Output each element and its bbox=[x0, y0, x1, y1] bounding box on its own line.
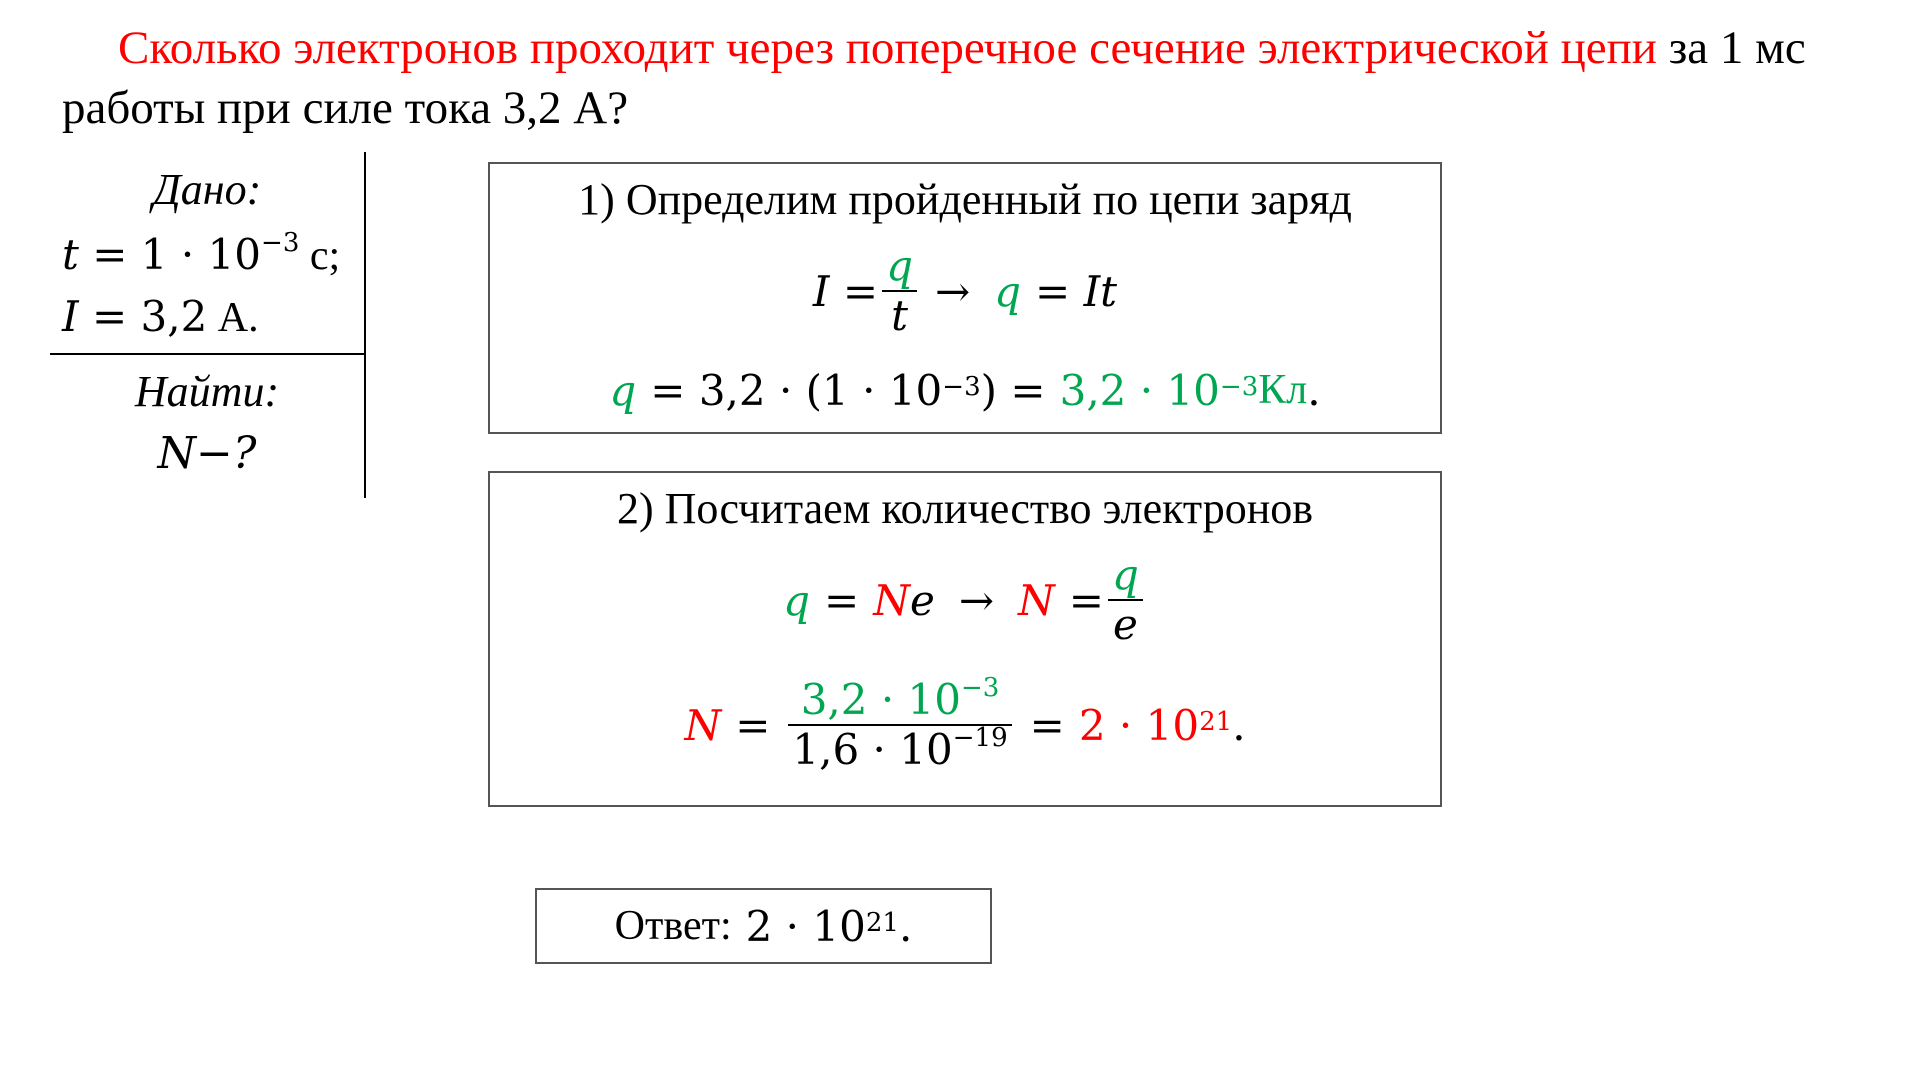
step1-title: 1) Определим пройденный по цепи заряд bbox=[578, 175, 1352, 224]
step1-box bbox=[488, 162, 1442, 434]
problem-line-2: работы при силе тока 3,2 А? bbox=[62, 82, 629, 134]
step1-calculation: q = 3,2 · (1 · 10 $^{-3}$ ) = 3,2 · 10 $^{-3}$ Кл . bbox=[609, 365, 1321, 415]
step2-formula: q = N e → N = $\frac{q}{e}$ bbox=[490, 545, 1440, 655]
given-current: I = 3,2 А. bbox=[62, 292, 259, 341]
find-title: Найти: bbox=[134, 367, 280, 416]
problem-rest: за 1 мс bbox=[1656, 22, 1806, 74]
step2-result: 2 · 10 bbox=[1078, 700, 1200, 750]
answer-box bbox=[535, 888, 992, 964]
step2-calculation: N = $\frac{3,2 \cdot 10^{-3}}{1,6 \cdot 10^{-19}}$ = 2 · 10 $^{21}$ . bbox=[684, 673, 1246, 774]
given-title: Дано: bbox=[152, 165, 262, 214]
fraction-q-over-e: $\frac{q}{e}$ bbox=[1108, 551, 1143, 650]
answer: Ответ: 2 · 10 $^{21}$ . bbox=[614, 901, 913, 951]
fraction-q-over-t: $\frac{q}{t}$ bbox=[882, 242, 917, 341]
step2-box bbox=[488, 471, 1442, 807]
given-section bbox=[50, 152, 364, 498]
given-divider-horizontal bbox=[50, 353, 366, 355]
answer-value: 2 · 10 bbox=[745, 901, 866, 951]
step2-title: 2) Посчитаем количество электронов bbox=[616, 484, 1314, 533]
problem-statement bbox=[62, 18, 1882, 138]
find-value: N−? bbox=[157, 428, 257, 479]
given-time: $t = 1 \cdot 10^{-3}$ с; bbox=[62, 228, 341, 279]
answer-label: Ответ: bbox=[614, 903, 732, 949]
given-divider-vertical bbox=[364, 152, 366, 498]
fraction-charge-over-e: $\frac{3,2 \cdot 10^{-3}}{1,6 \cdot 10^{-19}}$ bbox=[788, 676, 1011, 775]
problem-highlight: Сколько электронов проходит через поперечное сечение электрической цепи bbox=[118, 22, 1657, 74]
step1-formula: I = $\frac{q}{t}$ → q = It bbox=[812, 240, 1118, 340]
step1-result: 3,2 · 10 bbox=[1059, 365, 1220, 415]
